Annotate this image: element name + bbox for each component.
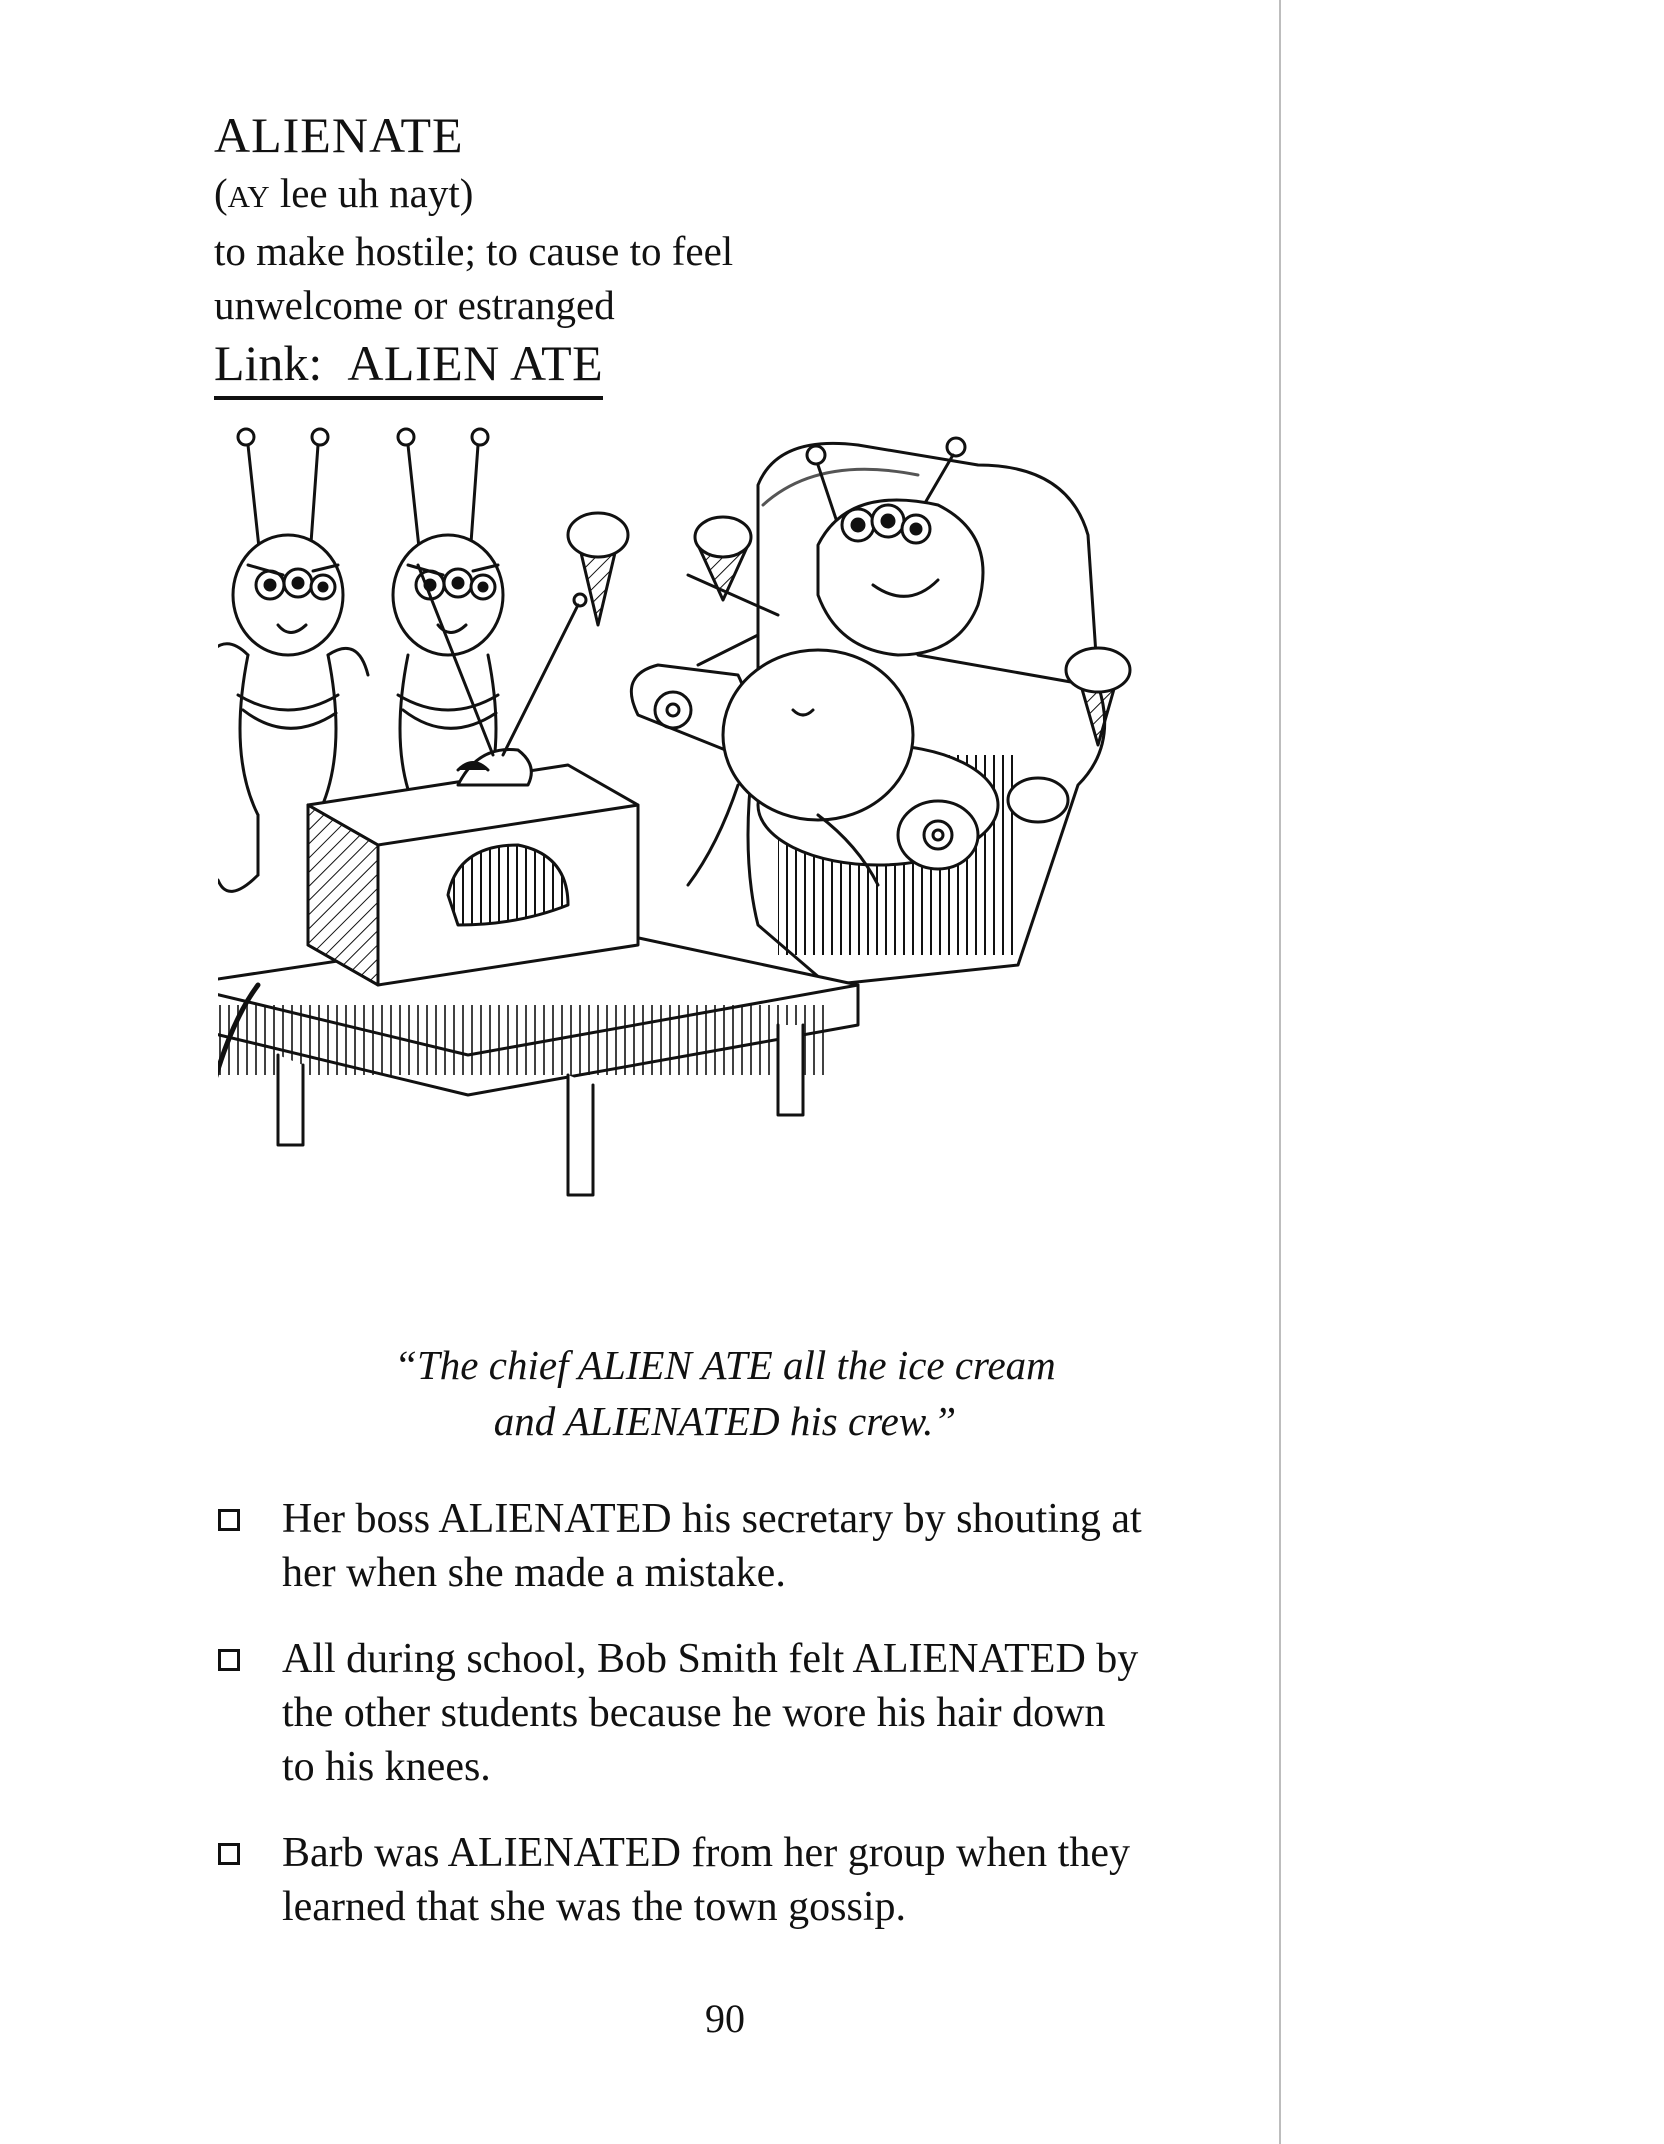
vocabulary-word: ALIENATE xyxy=(214,107,464,163)
entry-header xyxy=(214,104,1034,400)
page-edge-line xyxy=(1279,0,1281,2144)
example-sentences xyxy=(214,1492,1254,1966)
example-line: Her boss ALIENATED his secretary by shouting at xyxy=(282,1496,1142,1542)
definition-line-1: to make hostile; to cause to feel xyxy=(214,228,734,274)
checkbox-icon[interactable] xyxy=(218,1509,240,1531)
checkbox-icon[interactable] xyxy=(218,1649,240,1671)
example-item xyxy=(214,1826,1254,1934)
pronunciation: (AY lee uh nayt) xyxy=(214,170,474,216)
pronunciation-stress: AY xyxy=(227,179,270,214)
definition-line-2: unwelcome or estranged xyxy=(214,282,615,328)
mnemonic-link xyxy=(214,332,603,400)
example-line: Barb was ALIENATED from her group when they xyxy=(282,1830,1130,1876)
cartoon-illustration xyxy=(218,425,1243,1325)
caption-line-2: and ALIENATED his crew.” xyxy=(493,1398,957,1444)
side-table xyxy=(218,925,858,1195)
example-item xyxy=(214,1632,1254,1794)
pronunciation-rest: lee uh nayt) xyxy=(269,170,474,216)
checkbox-icon[interactable] xyxy=(218,1843,240,1865)
example-line: the other students because he wore his hair down xyxy=(282,1690,1106,1736)
example-line: her when she made a mistake. xyxy=(282,1550,786,1596)
caption-line-1: “The chief ALIEN ATE all the ice cream xyxy=(394,1342,1056,1388)
link-label: Link: xyxy=(214,335,323,391)
link-words: ALIEN ATE xyxy=(347,335,604,391)
example-line: All during school, Bob Smith felt ALIENATED by xyxy=(282,1636,1139,1682)
example-line: learned that she was the town gossip. xyxy=(282,1884,907,1930)
example-item xyxy=(214,1492,1254,1600)
page-number: 90 xyxy=(705,1996,745,2041)
example-line: to his knees. xyxy=(282,1744,491,1790)
cartoon-caption xyxy=(250,1337,1200,1449)
